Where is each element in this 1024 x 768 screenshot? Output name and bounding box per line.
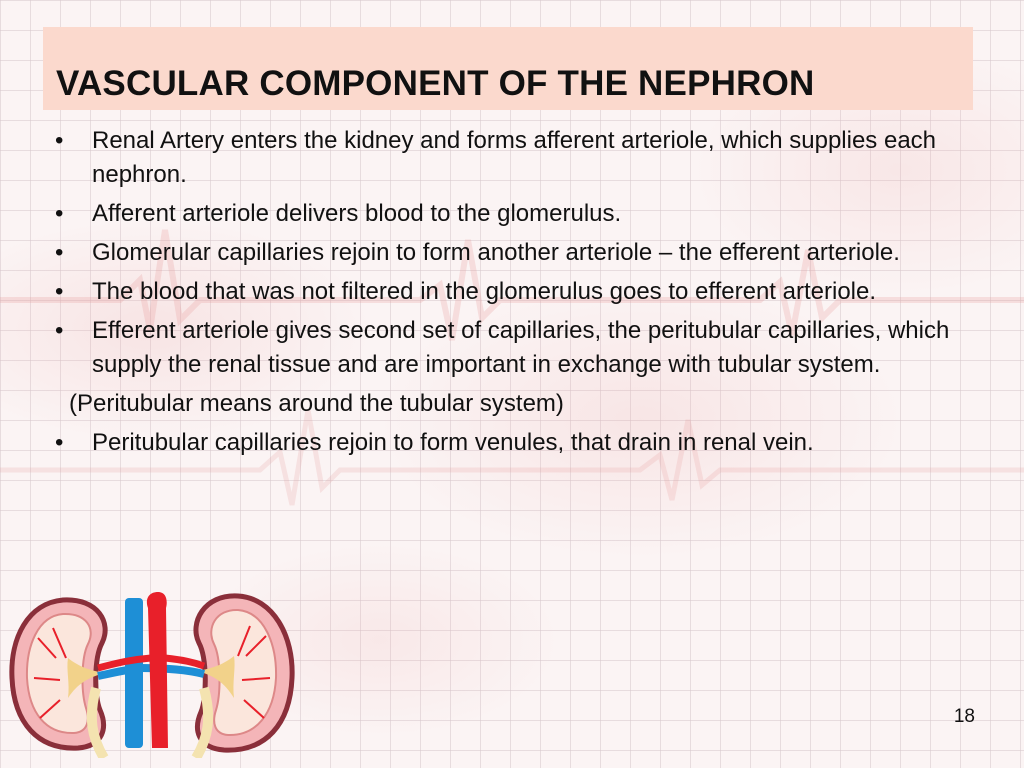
bullet-marker: •: [55, 317, 64, 344]
bullet-item: [55, 275, 975, 309]
bullet-text: Renal Artery enters the kidney and forms afferent arteriole, which supplies each nephron.: [92, 127, 937, 188]
kidneys-illustration: [8, 588, 298, 758]
bullet-text: Peritubular capillaries rejoin to form venules, that drain in renal vein.: [92, 429, 814, 456]
bullet-marker: •: [55, 429, 64, 456]
bullet-item: [55, 236, 975, 270]
bullet-text: Efferent arteriole gives second set of capillaries, the peritubular capillaries, which supply the renal tissue and are important in exchange with tubular system.: [92, 317, 950, 378]
note-text: (Peritubular means around the tubular system): [69, 390, 564, 417]
bullet-marker: •: [55, 127, 64, 154]
slide-title: VASCULAR COMPONENT OF THE NEPHRON: [56, 64, 815, 103]
bullet-item: [55, 124, 975, 192]
bullet-marker: •: [55, 278, 64, 305]
bullet-list: [55, 124, 975, 465]
bullet-marker: •: [55, 239, 64, 266]
bullet-item: [55, 426, 975, 460]
slide-number: 18: [953, 706, 975, 727]
bullet-text: Afferent arteriole delivers blood to the glomerulus.: [92, 200, 622, 227]
bullet-text: The blood that was not filtered in the glomerulus goes to efferent arteriole.: [92, 278, 877, 305]
bullet-item: [55, 197, 975, 231]
bullet-item: [55, 314, 975, 382]
title-banner: [43, 27, 973, 110]
bullet-marker: •: [55, 200, 64, 227]
bullet-text: Glomerular capillaries rejoin to form another arteriole – the efferent arteriole.: [92, 239, 900, 266]
